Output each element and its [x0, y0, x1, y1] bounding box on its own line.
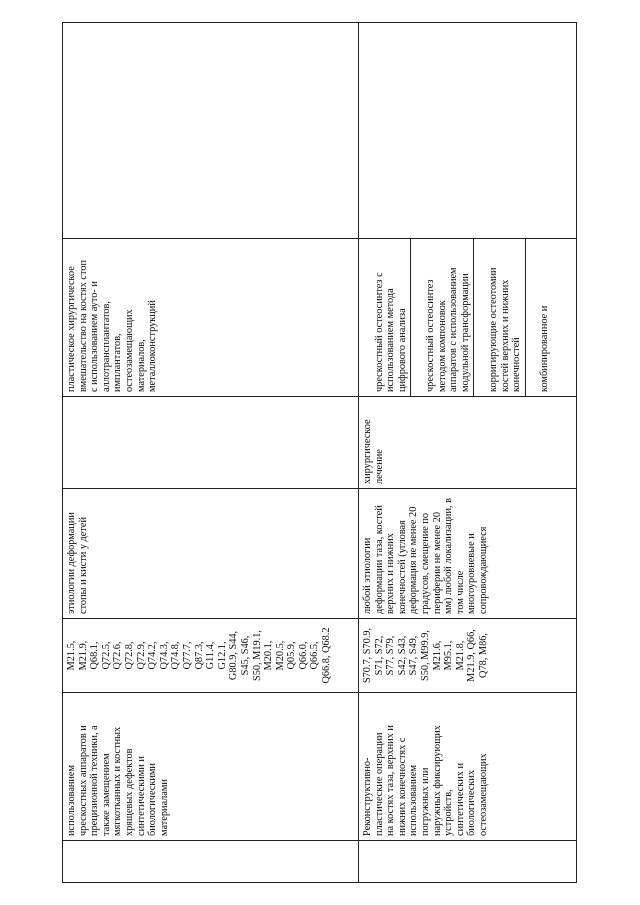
method-cell: пластическое хирургическое вмешательство на костях стоп с использованием ауто- и аллотрансплантатов, имплантатов, остеозамещающих материалов, металлоконструкций [63, 239, 359, 397]
method-item: чрескостный остеосинтез с использованием метода цифрового анализа [374, 239, 412, 396]
cost-cell [359, 23, 577, 239]
medical-procedures-table [62, 22, 577, 883]
intervention-cell: Реконструктивно- пластические операции на костях таза, верхних и нижних конечностях с использованием погружных или наружных фиксирующих устройств, синтетических и биологических остеозамещающих [359, 693, 577, 841]
treatment-type-cell: хирургическое лечение [359, 397, 577, 489]
method-item: чрескостный остеосинтез методом компоновок аппаратов с использованием модульной трансформации [425, 239, 474, 396]
number-cell [63, 841, 359, 883]
table-row [359, 23, 577, 883]
method-item: комбинированное и [539, 305, 551, 392]
method-cell [359, 239, 577, 397]
icd-codes-cell: M21.5, M21.9, Q68.1, Q72.5, Q72.6, Q72.8, Q72.9, Q74.2, Q74.3, Q74.8, Q77.7, Q87.3, G11.4, G12.1, G80.9, S44, S45, S46, S50, M19.1, M20.1, M20.5, Q05.9, Q66.0, Q66.5, Q66.8, Q68.2 [63, 619, 359, 693]
number-cell [359, 841, 577, 883]
patient-model-cell: любой этиологии деформации таза, костей верхних и нижних конечностей (угловая деформация не менее 20 градусов, смещение по периферии не менее 20 мм) любой локализации, в том числе многоуровневые и сопровождающиеся [359, 489, 577, 619]
icd-codes-cell: S70.7, S70.9, S71, S72, S77, S79, S42, S43, S47, S49, S50, M99.9, M21.6, M95.1, M21.8, M21.9, Q66, Q78, M86, [359, 619, 577, 693]
cost-cell [63, 23, 359, 239]
patient-model-cell: этиологии деформации стопы и кисти у детей [63, 489, 359, 619]
method-item: корригирующие остеотомии костей верхних и нижних конечностей [488, 239, 526, 396]
table-row [63, 23, 359, 883]
intervention-cell: использованием чрескостных аппаратов и прецизионной техники, а также замещением мягкотканных и костных хрящевых дефектов синтетическими и биологическими материалами [63, 693, 359, 841]
treatment-type-cell [63, 397, 359, 489]
